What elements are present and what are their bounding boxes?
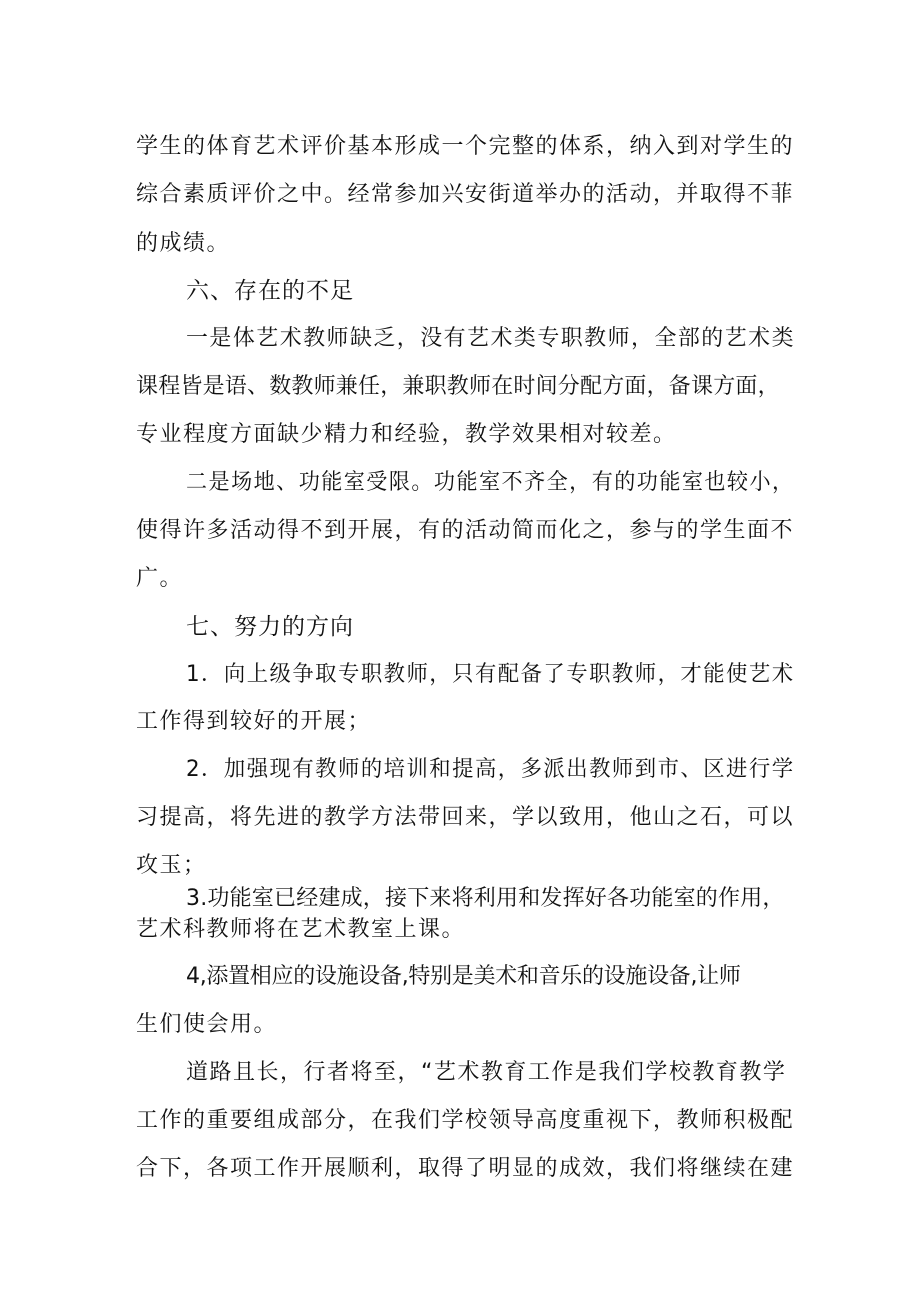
- section-heading-shortcomings: 六、存在的不足: [186, 278, 354, 304]
- section-heading-direction: 七、努力的方向: [186, 614, 354, 640]
- paragraph-line: 的成绩。: [136, 231, 231, 256]
- list-item-4: 4,添置相应的设施设备,特别是美术和音乐的设施设备,让师: [186, 964, 741, 989]
- paragraph-line: 一是体艺术教师缺乏，没有艺术类专职教师，全部的艺术类: [186, 326, 795, 351]
- paragraph-line: 攻玉；: [136, 853, 207, 878]
- paragraph-line: 课程皆是语、数教师兼任，兼职教师在时间分配方面，备课方面，: [136, 374, 780, 399]
- paragraph-line: 生们使会用。: [136, 1012, 278, 1037]
- paragraph-line: 综合素质评价之中。经常参加兴安街道举办的活动，并取得不菲: [136, 182, 795, 207]
- paragraph-line: 工作得到较好的开展；: [136, 709, 372, 734]
- paragraph-line: 专业程度方面缺少精力和经验，教学效果相对较差。: [136, 422, 677, 447]
- paragraph-line: 学生的体育艺术评价基本形成一个完整的体系，纳入到对学生的: [136, 134, 795, 159]
- paragraph-line: 使得许多活动得不到开展，有的活动简而化之，参与的学生面不: [136, 518, 795, 543]
- list-item-3: 3.功能室已经建成，接下来将利用和发挥好各功能室的作用，: [186, 886, 785, 911]
- paragraph-line: 艺术科教师将在艺术教室上课。: [136, 917, 466, 942]
- paragraph-line: 道路且长，行者将至，“艺术教育工作是我们学校教育教学: [186, 1060, 787, 1085]
- paragraph-line: 工作的重要组成部分，在我们学校领导高度重视下，教师积极配: [136, 1108, 795, 1133]
- paragraph-line: 二是场地、功能室受限。功能室不齐全，有的功能室也较小，: [186, 470, 795, 495]
- paragraph-line: 习提高，将先进的教学方法带回来，学以致用，他山之石，可以: [136, 805, 795, 830]
- paragraph-line: 广。: [136, 566, 184, 591]
- list-item-2: 2．加强现有教师的培训和提高，多派出教师到市、区进行学: [186, 757, 795, 782]
- paragraph-line: 合下，各项工作开展顺利，取得了明显的成效，我们将继续在建: [136, 1156, 795, 1181]
- list-item-1: 1．向上级争取专职教师，只有配备了专职教师，才能使艺术: [186, 662, 795, 687]
